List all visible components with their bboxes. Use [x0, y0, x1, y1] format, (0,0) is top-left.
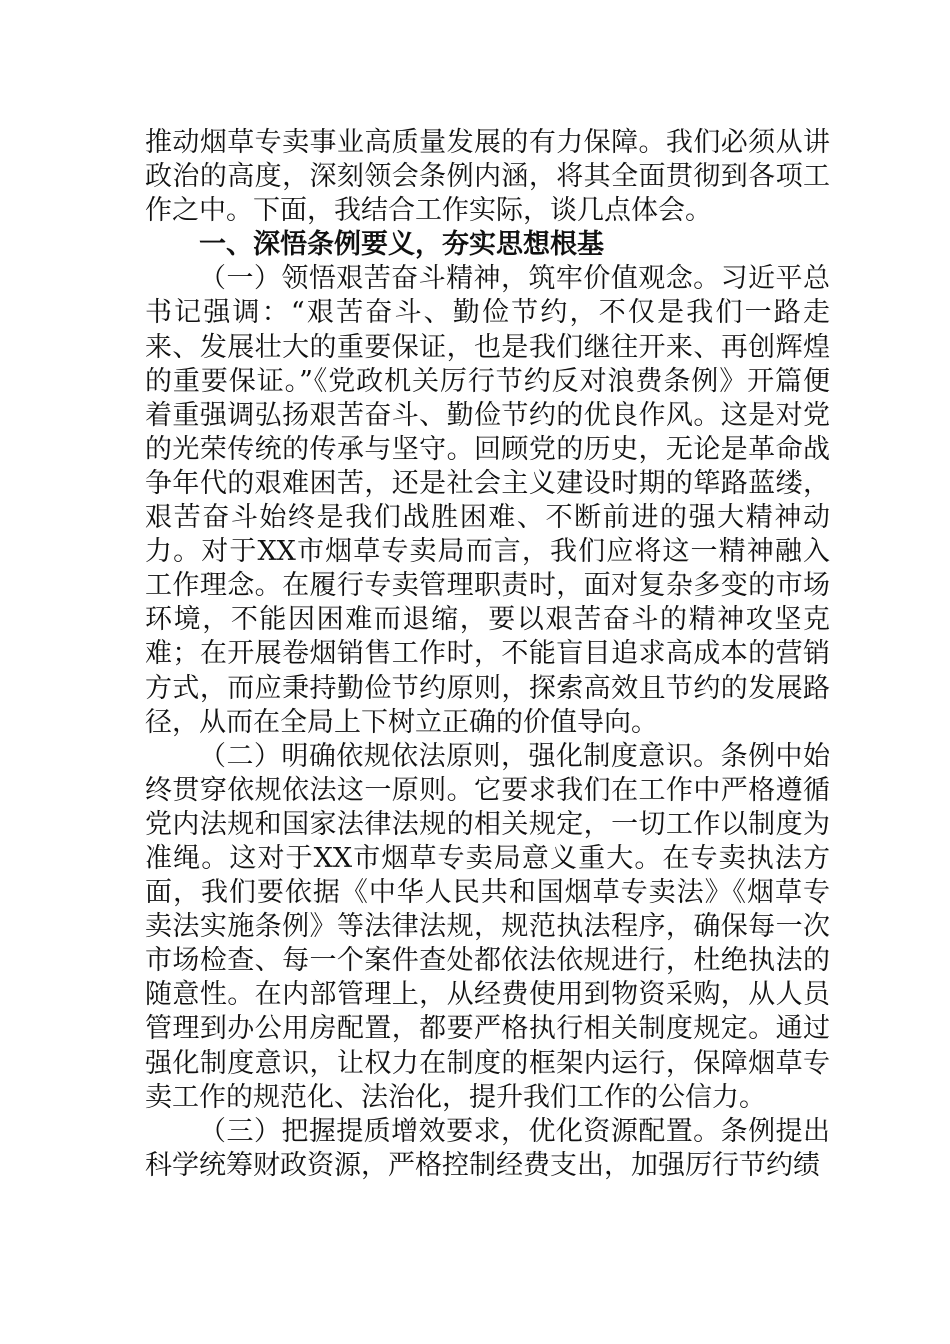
body-paragraph: （一）领悟艰苦奋斗精神，筑牢价值观念。习近平总书记强调：“艰苦奋斗、勤俭节约，不仅是我们一路走来、发展壮大的重要保证，也是我们继往开来、再创辉煌的重要保证。”《党政机关厉行节约反对浪费条例》开篇便着重强调弘扬艰苦奋斗、勤俭节约的优良作风。这是对党的光荣传统的传承与坚守。回顾党的历史，无论是革命战争年代的艰难困苦，还是社会主义建设时期的筚路蓝缕，艰苦奋斗始终是我们战胜困难、不断前进的强大精神动力。对于XX市烟草专卖局而言，我们应将这一精神融入工作理念。在履行专卖管理职责时，面对复杂多变的市场环境，不能因困难而退缩，要以艰苦奋斗的精神攻坚克难；在开展卷烟销售工作时，不能盲目追求高成本的营销方式，而应秉持勤俭节约原则，探索高效且节约的发展路径，从而在全局上下树立正确的价值导向。 — [145, 263, 830, 738]
section-heading: 一、深悟条例要义，夯实思想根基 — [199, 229, 604, 261]
body-paragraph: （二）明确依规依法原则，强化制度意识。条例中始终贯穿依规依法这一原则。它要求我们在工作中严格遵循党内法规和国家法律法规的相关规定，一切工作以制度为准绳。这对于XX市烟草专卖局意义重大。在专卖执法方面，我们要依据《中华人民共和国烟草专卖法》《烟草专卖法实施条例》等法律法规，规范执法程序，确保每一次市场检查、每一个案件查处都依法依规进行，杜绝执法的随意性。在内部管理上，从经费使用到物资采购，从人员管理到办公用房配置，都要严格执行相关制度规定。通过强化制度意识，让权力在制度的框架内运行，保障烟草专卖工作的规范化、法治化，提升我们工作的公信力。 — [145, 740, 830, 1113]
document-body — [145, 126, 830, 1183]
body-paragraph: （三）把握提质增效要求，优化资源配置。条例提出科学统筹财政资源，严格控制经费支出，加强厉行节约绩 — [145, 1115, 830, 1181]
continuation-paragraph: 推动烟草专卖事业高质量发展的有力保障。我们必须从讲政治的高度，深刻领会条例内涵，将其全面贯彻到各项工作之中。下面，我结合工作实际，谈几点体会。 — [145, 127, 830, 227]
